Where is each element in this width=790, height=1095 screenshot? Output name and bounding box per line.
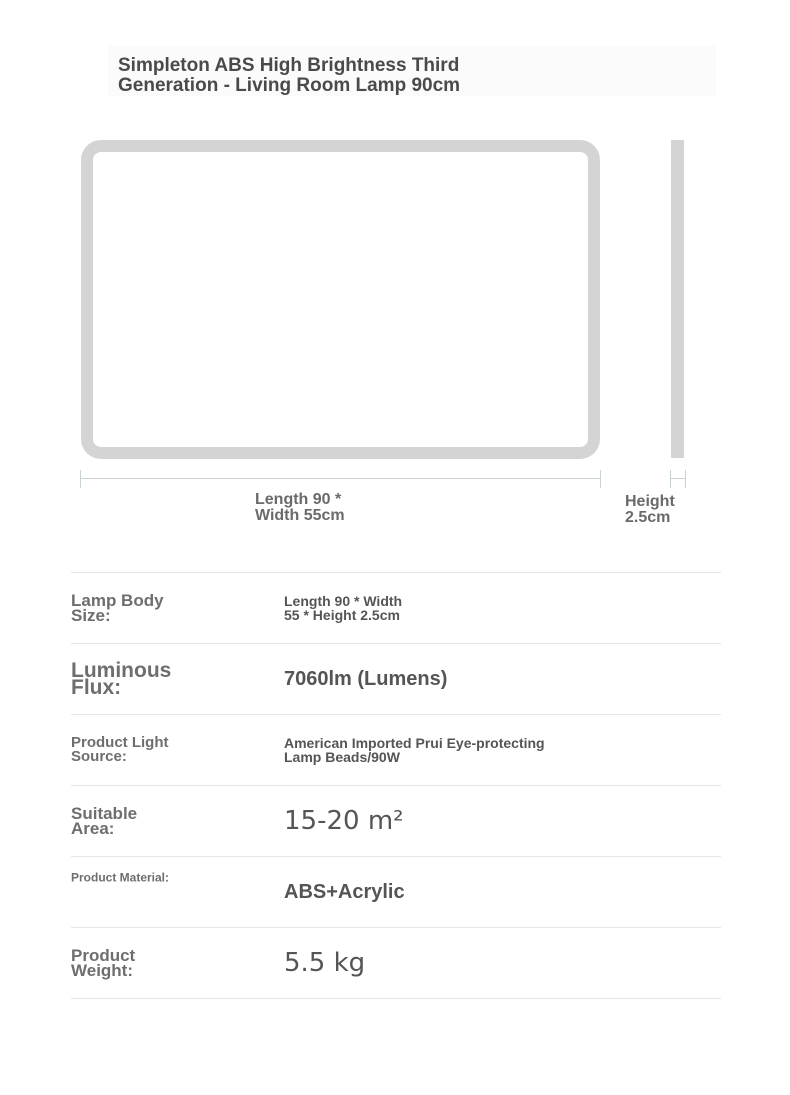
spec-label: Product Weight: [71,946,136,980]
spec-value: Length 90 * Width 55 * Height 2.5cm [284,593,403,623]
spec-value: 15-20 m² [284,806,404,836]
spec-label: Product Material: [71,870,170,885]
spec-label: Suitable Area: [71,804,138,838]
spec-row-size [71,572,721,643]
spec-label: Luminous Flux: [71,659,172,699]
lamp-front-view [81,140,600,459]
spec-value: 7060lm (Lumens) [284,668,448,690]
spec-row-weight [71,927,721,999]
height-dimension-tick-left [670,470,671,488]
spec-label: Product Light Source: [71,734,169,765]
spec-value: 5.5 kg [284,948,366,978]
product-title: Simpleton ABS High Brightness Third Generation - Living Room Lamp 90cm [118,55,461,96]
spec-label: Lamp Body Size: [71,591,164,625]
spec-row-material [71,856,721,927]
spec-row-suitable-area [71,785,721,856]
height-dimension-line [670,478,686,479]
height-label: Height 2.5cm [625,493,675,526]
length-dimension-tick-right [600,470,601,488]
spec-value: ABS+Acrylic [284,881,405,903]
lamp-side-view [671,140,684,458]
spec-value: American Imported Prui Eye-protecting Lamp Beads/90W [284,735,545,765]
spec-row-light-source [71,714,721,785]
spec-row-luminous-flux [71,643,721,714]
length-dimension-tick-left [80,470,81,488]
spec-table [71,572,721,999]
height-dimension-tick-right [685,470,686,488]
length-width-label: Length 90 * Width 55cm [255,491,345,524]
length-dimension-line [80,478,601,479]
